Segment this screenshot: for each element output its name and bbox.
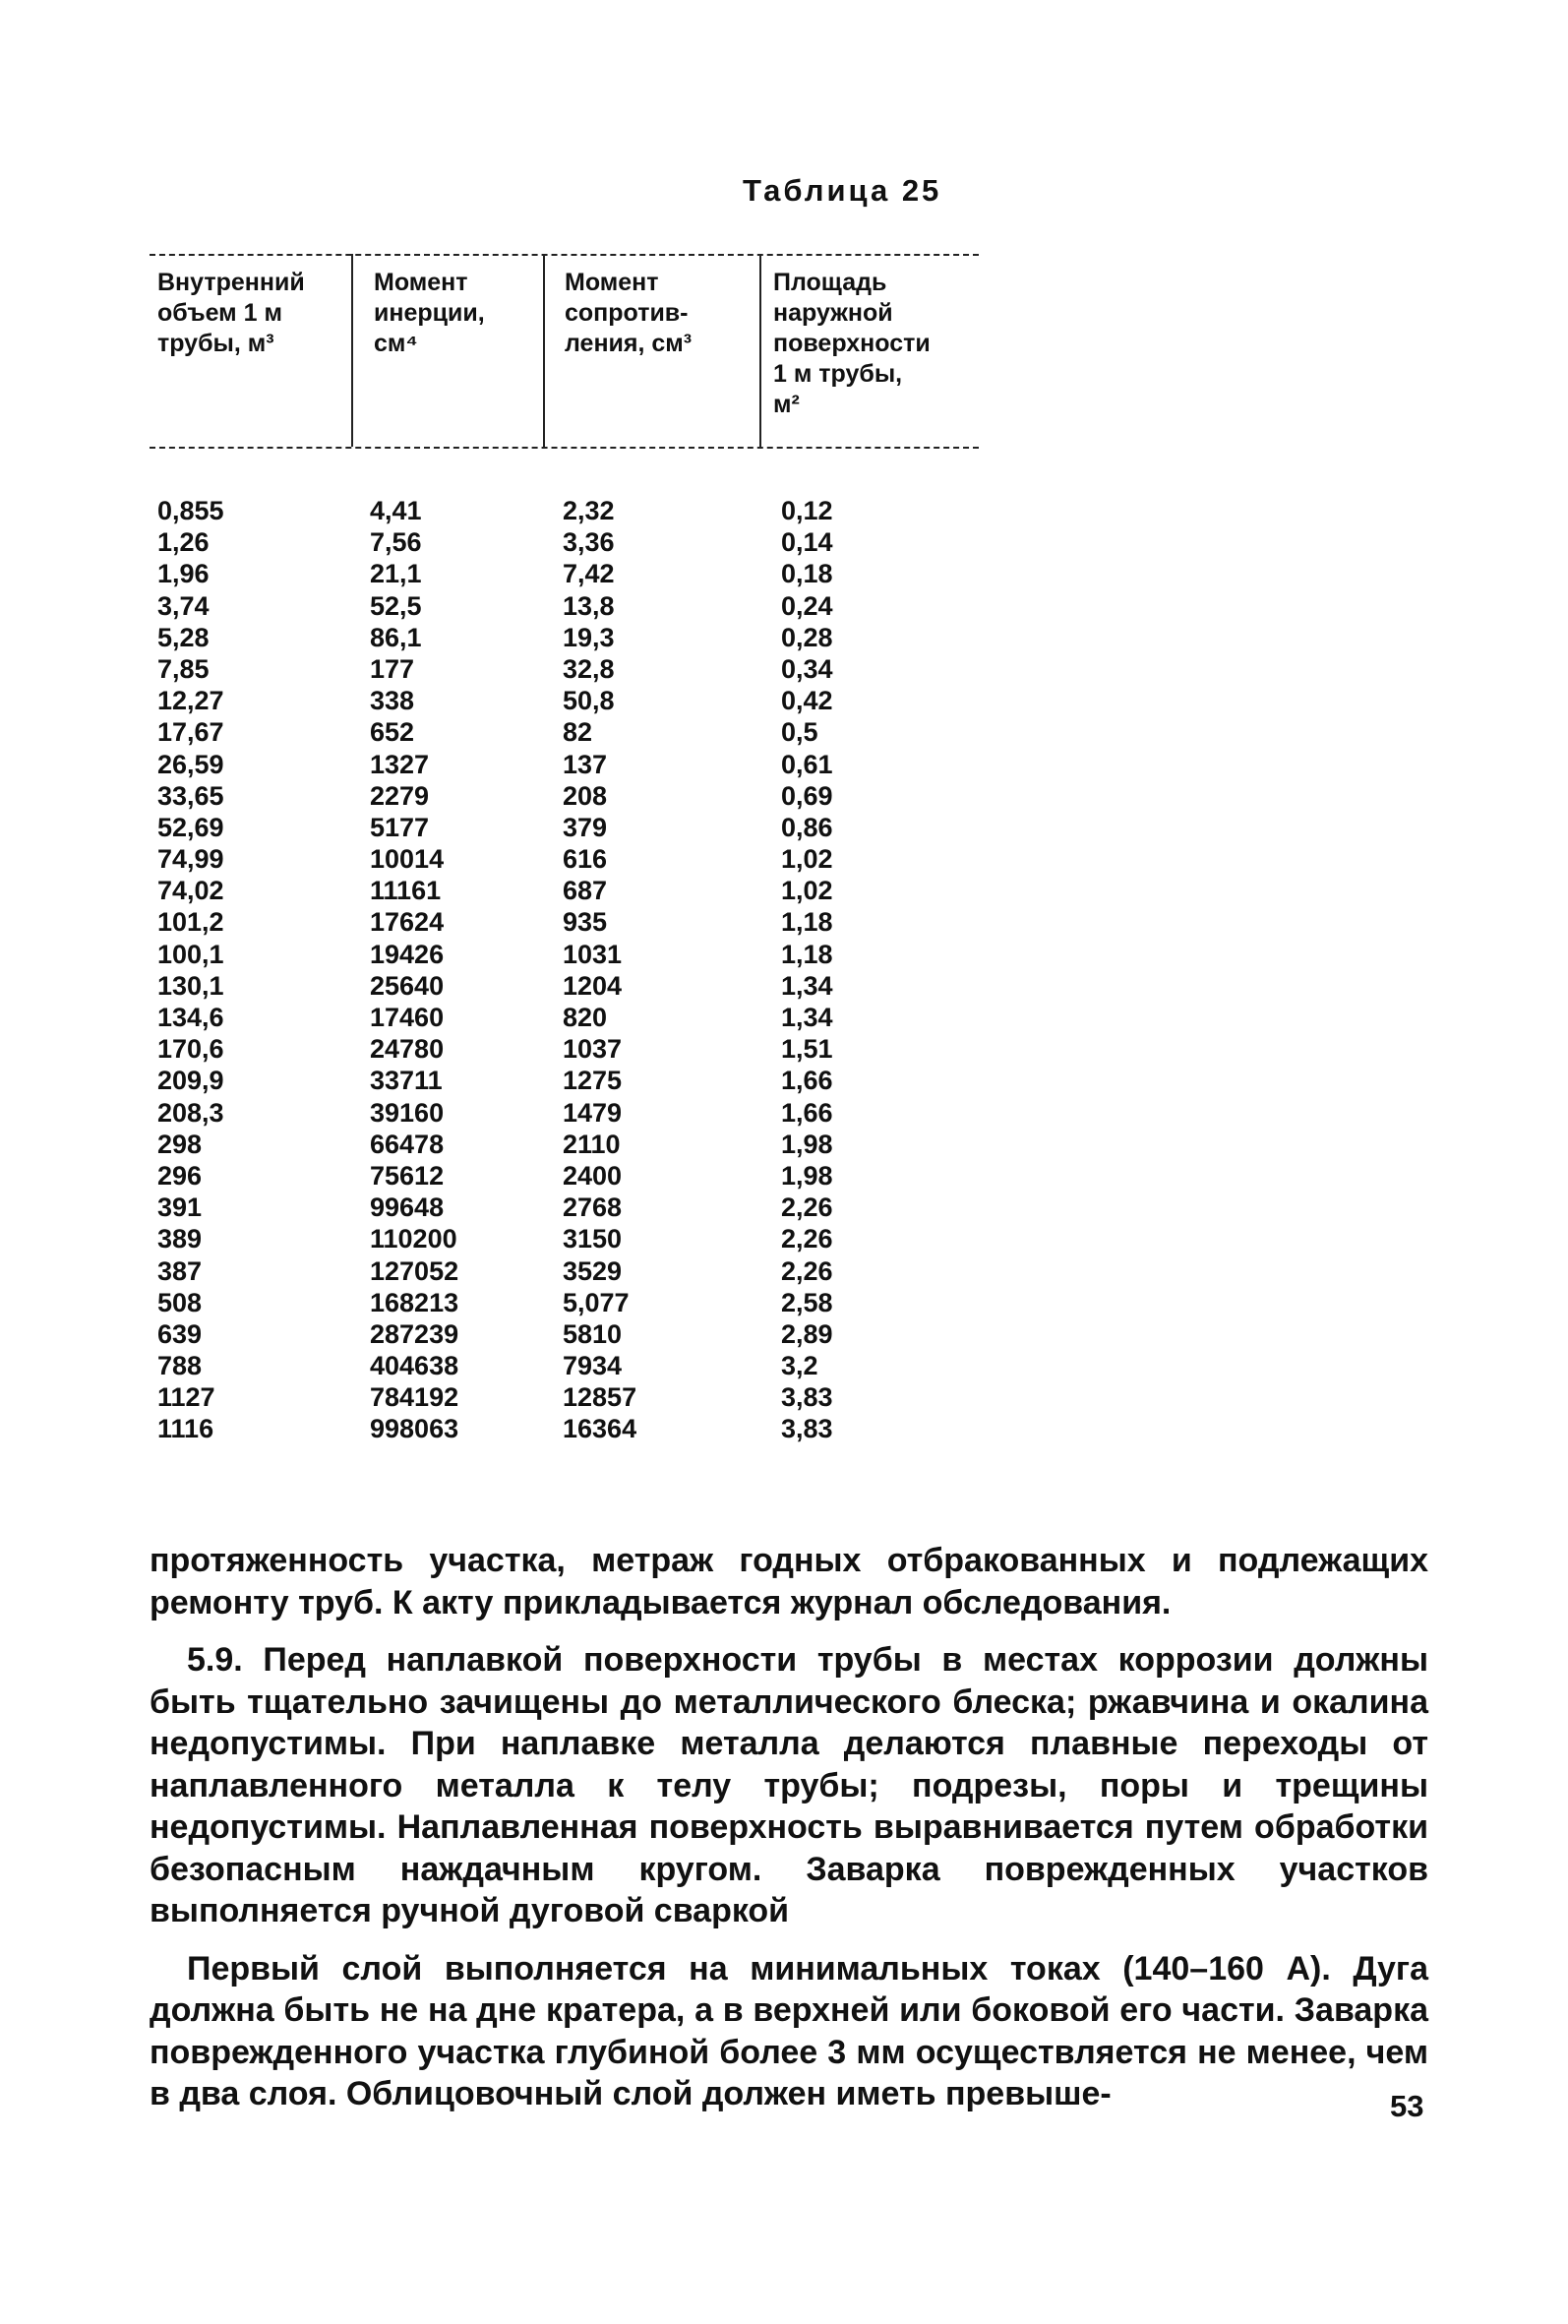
table-cell: 338 <box>370 686 415 716</box>
table-cell: 7,42 <box>563 559 615 589</box>
table-cell: 998063 <box>370 1414 459 1444</box>
table-cell: 3,74 <box>157 590 210 621</box>
table-cell: 1037 <box>563 1034 623 1065</box>
table-cell: 0,14 <box>781 527 833 558</box>
table-cell: 389 <box>157 1224 203 1254</box>
table-cell: 2,32 <box>563 496 615 525</box>
table-cell: 13,8 <box>563 590 615 621</box>
paragraph: протяженность участка, метраж годных отбракованных и подлежащих ремонту труб. К акту прикладывается журнал обследования. <box>150 1542 1428 1621</box>
table-cell: 12857 <box>563 1382 637 1413</box>
table-cell: 2,26 <box>781 1193 833 1223</box>
table-cell: 2279 <box>370 780 430 811</box>
table-cell: 639 <box>157 1318 203 1349</box>
table-cell: 1204 <box>563 970 623 1001</box>
table-cell: 26,59 <box>157 749 224 779</box>
table-cell: 39160 <box>370 1097 445 1128</box>
table-cell: 12,27 <box>157 686 224 716</box>
table-cell: 168213 <box>370 1287 459 1317</box>
table-cell: 391 <box>157 1193 203 1223</box>
table-cell: 1327 <box>370 749 430 779</box>
table-cell: 74,02 <box>157 876 224 906</box>
table-cell: 52,5 <box>370 590 422 621</box>
table-cell: 1275 <box>563 1066 623 1096</box>
table-cell: 2,58 <box>781 1287 833 1317</box>
table-cell: 0,18 <box>781 559 833 589</box>
table-cell: 820 <box>563 1003 608 1032</box>
column-divider <box>759 254 761 447</box>
table-cell: 19426 <box>370 939 445 969</box>
table-cell: 100,1 <box>157 939 224 969</box>
table-cell: 2768 <box>563 1193 623 1223</box>
table-cell: 1,34 <box>781 970 833 1001</box>
table-cell: 1,34 <box>781 1003 833 1032</box>
table-cell: 1,66 <box>781 1097 833 1128</box>
header-outer-surface-area: Площадь наружной поверхности 1 м трубы, м² <box>773 269 931 418</box>
table-cell: 24780 <box>370 1034 445 1065</box>
table-caption: Таблица 25 <box>743 173 942 208</box>
table-cell: 209,9 <box>157 1066 224 1096</box>
table-cell: 687 <box>563 876 608 906</box>
table-cell: 16364 <box>563 1414 637 1444</box>
table-cell: 1,51 <box>781 1034 833 1065</box>
table-cell: 1,98 <box>781 1129 833 1159</box>
table-cell: 0,12 <box>781 496 833 525</box>
table-cell: 86,1 <box>370 622 422 652</box>
table-cell: 1,98 <box>781 1160 833 1191</box>
table-cell: 3150 <box>563 1224 623 1254</box>
header-moment-of-inertia: Момент инерции, см⁴ <box>374 269 485 357</box>
table-cell: 296 <box>157 1160 203 1191</box>
table-cell: 2,26 <box>781 1255 833 1286</box>
table-cell: 7,85 <box>157 653 210 684</box>
table-cell: 0,24 <box>781 590 833 621</box>
table-cell: 1,26 <box>157 527 210 558</box>
table-cell: 0,86 <box>781 812 833 842</box>
table-cell: 1,18 <box>781 907 833 938</box>
table-cell: 3,36 <box>563 527 615 558</box>
table-cell: 127052 <box>370 1255 459 1286</box>
table-cell: 130,1 <box>157 970 224 1001</box>
table-cell: 1,02 <box>781 844 833 875</box>
table-cell: 0,28 <box>781 622 833 652</box>
table-cell: 66478 <box>370 1129 445 1159</box>
column-moment-of-inertia <box>370 495 458 1445</box>
column-divider <box>351 254 353 447</box>
table-cell: 137 <box>563 749 608 779</box>
table-cell: 1031 <box>563 939 623 969</box>
table-cell: 3,2 <box>781 1351 818 1381</box>
table-cell: 33711 <box>370 1066 443 1096</box>
table-cell: 1116 <box>157 1414 214 1444</box>
table-cell: 287239 <box>370 1318 459 1349</box>
table-cell: 3,83 <box>781 1414 833 1444</box>
table-cell: 5,077 <box>563 1287 630 1317</box>
table-cell: 33,65 <box>157 780 224 811</box>
table-cell: 110200 <box>370 1224 457 1254</box>
header-section-modulus: Момент сопротив- ления, см³ <box>565 269 693 357</box>
table-cell: 50,8 <box>563 686 615 716</box>
table-cell: 5,28 <box>157 622 210 652</box>
column-divider <box>543 254 545 447</box>
table-cell: 170,6 <box>157 1034 224 1065</box>
table-cell: 616 <box>563 844 608 875</box>
table-cell: 652 <box>370 717 415 748</box>
table-cell: 32,8 <box>563 653 615 684</box>
table-cell: 17,67 <box>157 717 224 748</box>
table-cell: 2110 <box>563 1129 621 1159</box>
table-cell: 74,99 <box>157 844 224 875</box>
table-cell: 788 <box>157 1351 203 1381</box>
table-cell: 4,41 <box>370 496 422 525</box>
table-cell: 11161 <box>370 876 442 906</box>
body-text <box>150 1540 1428 2115</box>
page-number: 53 <box>1390 2089 1424 2123</box>
table-cell: 177 <box>370 653 415 684</box>
table-cell: 7934 <box>563 1351 623 1381</box>
table-cell: 2,26 <box>781 1224 833 1254</box>
table-cell: 5177 <box>370 812 430 842</box>
table-cell: 784192 <box>370 1382 459 1413</box>
header-internal-volume: Внутренний объем 1 м трубы, м³ <box>157 269 305 357</box>
table-cell: 21,1 <box>370 559 422 589</box>
table-cell: 0,42 <box>781 686 833 716</box>
column-section-modulus <box>563 495 636 1445</box>
table-cell: 1127 <box>157 1382 215 1413</box>
table-cell: 19,3 <box>563 622 615 652</box>
table-cell: 52,69 <box>157 812 224 842</box>
column-internal-volume <box>157 495 224 1445</box>
table-cell: 2400 <box>563 1160 623 1191</box>
table-cell: 75612 <box>370 1160 445 1191</box>
table-cell: 10014 <box>370 844 445 875</box>
table-header-rule <box>150 447 979 449</box>
table-top-rule <box>150 254 979 256</box>
paragraph: 5.9. Перед наплавкой поверхности трубы в местах коррозии должны быть тщательно зачищены до металлического блеска; ржавчина и окалина недопустимы. При наплавке металла делаются плавные переходы от наплавленного металла к телу трубы; подрезы, поры и трещины недопустимы. Наплавленная поверхность выравнивается путем обработки безопасным наждачным кругом. Заварка поврежденных участков выполняется ручной дуговой сваркой <box>150 1641 1428 1929</box>
table-cell: 0,855 <box>157 496 224 525</box>
table-cell: 1479 <box>563 1097 623 1128</box>
table-cell: 208,3 <box>157 1097 224 1128</box>
table-cell: 0,5 <box>781 717 818 748</box>
table-cell: 1,02 <box>781 876 833 906</box>
table-cell: 404638 <box>370 1351 459 1381</box>
table-cell: 1,96 <box>157 559 210 589</box>
table-cell: 17624 <box>370 907 445 938</box>
table-cell: 25640 <box>370 970 445 1001</box>
table-cell: 3,83 <box>781 1382 833 1413</box>
table-cell: 208 <box>563 780 608 811</box>
column-outer-surface-area <box>781 495 833 1445</box>
table-cell: 379 <box>563 812 608 842</box>
table-cell: 0,61 <box>781 749 833 779</box>
paragraph: Первый слой выполняется на минимальных токах (140–160 А). Дуга должна быть не на дне кратера, а в верхней или боковой его части. Заварка поврежденного участка глубиной более 3 мм осуществляется не менее, чем в два слоя. Облицовочный слой должен иметь превыше- <box>150 1949 1428 2112</box>
table-cell: 17460 <box>370 1003 445 1032</box>
table-cell: 2,89 <box>781 1318 833 1349</box>
table-cell: 1,66 <box>781 1066 833 1096</box>
table-cell: 1,18 <box>781 939 833 969</box>
table-cell: 134,6 <box>157 1003 224 1032</box>
table-cell: 99648 <box>370 1193 445 1223</box>
table-cell: 3529 <box>563 1255 623 1286</box>
table-cell: 387 <box>157 1255 203 1286</box>
table-cell: 82 <box>563 717 593 748</box>
table-cell: 7,56 <box>370 527 422 558</box>
table-cell: 298 <box>157 1129 203 1159</box>
table-cell: 935 <box>563 907 608 938</box>
table-cell: 0,34 <box>781 653 833 684</box>
table-cell: 5810 <box>563 1318 623 1349</box>
table-cell: 0,69 <box>781 780 833 811</box>
table-cell: 508 <box>157 1287 203 1317</box>
table-cell: 101,2 <box>157 907 224 938</box>
